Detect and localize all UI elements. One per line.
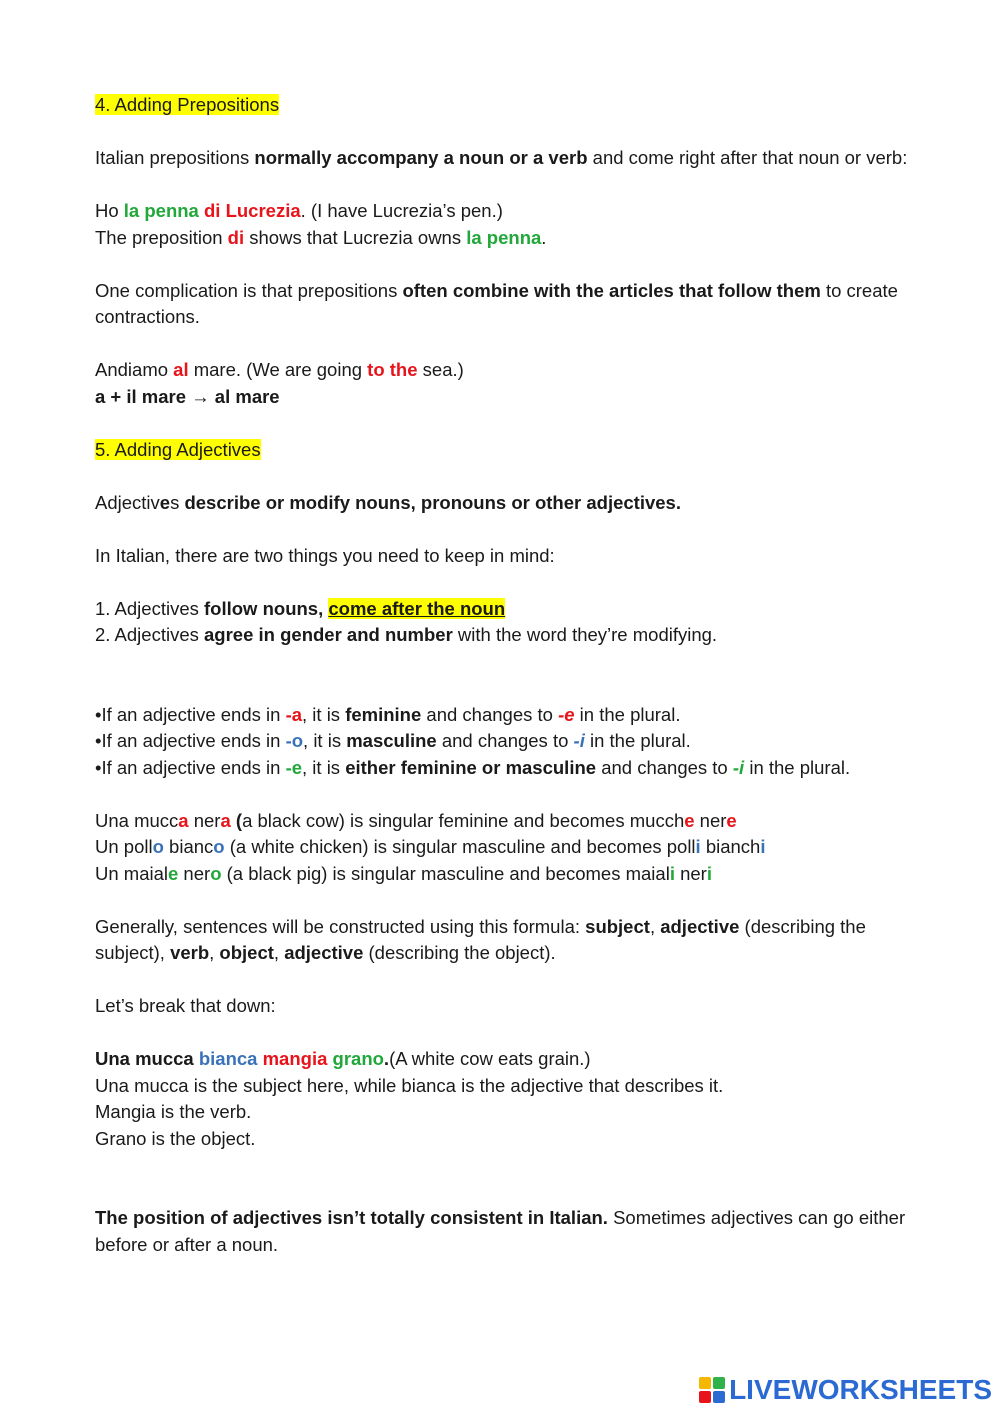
contraction-formula: a + il mare → al mare xyxy=(95,385,280,407)
example-sentence: Una mucca bianca mangia grano.(A white cow eats grain.) xyxy=(95,1048,591,1069)
logo-text: LIVEWORKSHEETS xyxy=(729,1374,992,1405)
prepositions-intro: Italian prepositions normally accompany a noun or a verb and come right after that noun or verb: xyxy=(95,147,908,168)
example-chicken: Un pollo bianco (a white chicken) is singular masculine and becomes polli bianchi xyxy=(95,836,766,857)
explain-object: Grano is the object. xyxy=(95,1127,256,1149)
example-cow: Una mucca nera (a black cow) is singular feminine and becomes mucche nere xyxy=(95,809,737,831)
section5-heading: 5. Adding Adjectives xyxy=(95,438,261,460)
bullet-feminine: •If an adjective ends in -a, it is feminine and changes to -e in the plural. xyxy=(95,703,681,725)
worksheet-page xyxy=(95,92,915,1258)
bullet-masculine: •If an adjective ends in -o, it is masculine and changes to -i in the plural. xyxy=(95,730,691,751)
preposition-explanation: The preposition di shows that Lucrezia owns la penna. xyxy=(95,226,547,248)
breakdown-text: Let’s break that down: xyxy=(95,995,276,1016)
example-pig: Un maiale nero (a black pig) is singular masculine and becomes maiali neri xyxy=(95,862,712,884)
section4-heading: 4. Adding Prepositions xyxy=(95,94,280,115)
sentence-formula: Generally, sentences will be constructed using this formula: subject, adjective (describing the subject), verb, object, adjective (describing the object). xyxy=(95,915,866,963)
rule-2: 2. Adjectives agree in gender and number with the word they’re modifying. xyxy=(95,624,718,645)
explain-verb: Mangia is the verb. xyxy=(95,1101,252,1122)
liveworksheets-logo[interactable] xyxy=(699,1375,992,1405)
liveworksheets-logo-icon xyxy=(699,1377,725,1403)
preposition-example: Ho la penna di Lucrezia. (I have Lucrezia’s pen.) xyxy=(95,200,503,221)
explain-subject: Una mucca is the subject here, while bianca is the adjective that describes it. xyxy=(95,1074,724,1096)
bullet-either: •If an adjective ends in -e, it is either feminine or masculine and changes to -i in the plural. xyxy=(95,756,851,778)
contraction-intro: One complication is that prepositions often combine with the articles that follow them to create contractions. xyxy=(95,279,898,327)
adjective-definition: Adjectives describe or modify nouns, pronouns or other adjectives. xyxy=(95,491,681,513)
rule-1: 1. Adjectives follow nouns, come after the noun xyxy=(95,597,506,619)
two-things-text: In Italian, there are two things you need to keep in mind: xyxy=(95,544,555,566)
position-note: The position of adjectives isn’t totally consistent in Italian. Sometimes adjectives can go either before or after a noun. xyxy=(95,1207,906,1255)
contraction-example: Andiamo al mare. (We are going to the sea.) xyxy=(95,359,464,380)
